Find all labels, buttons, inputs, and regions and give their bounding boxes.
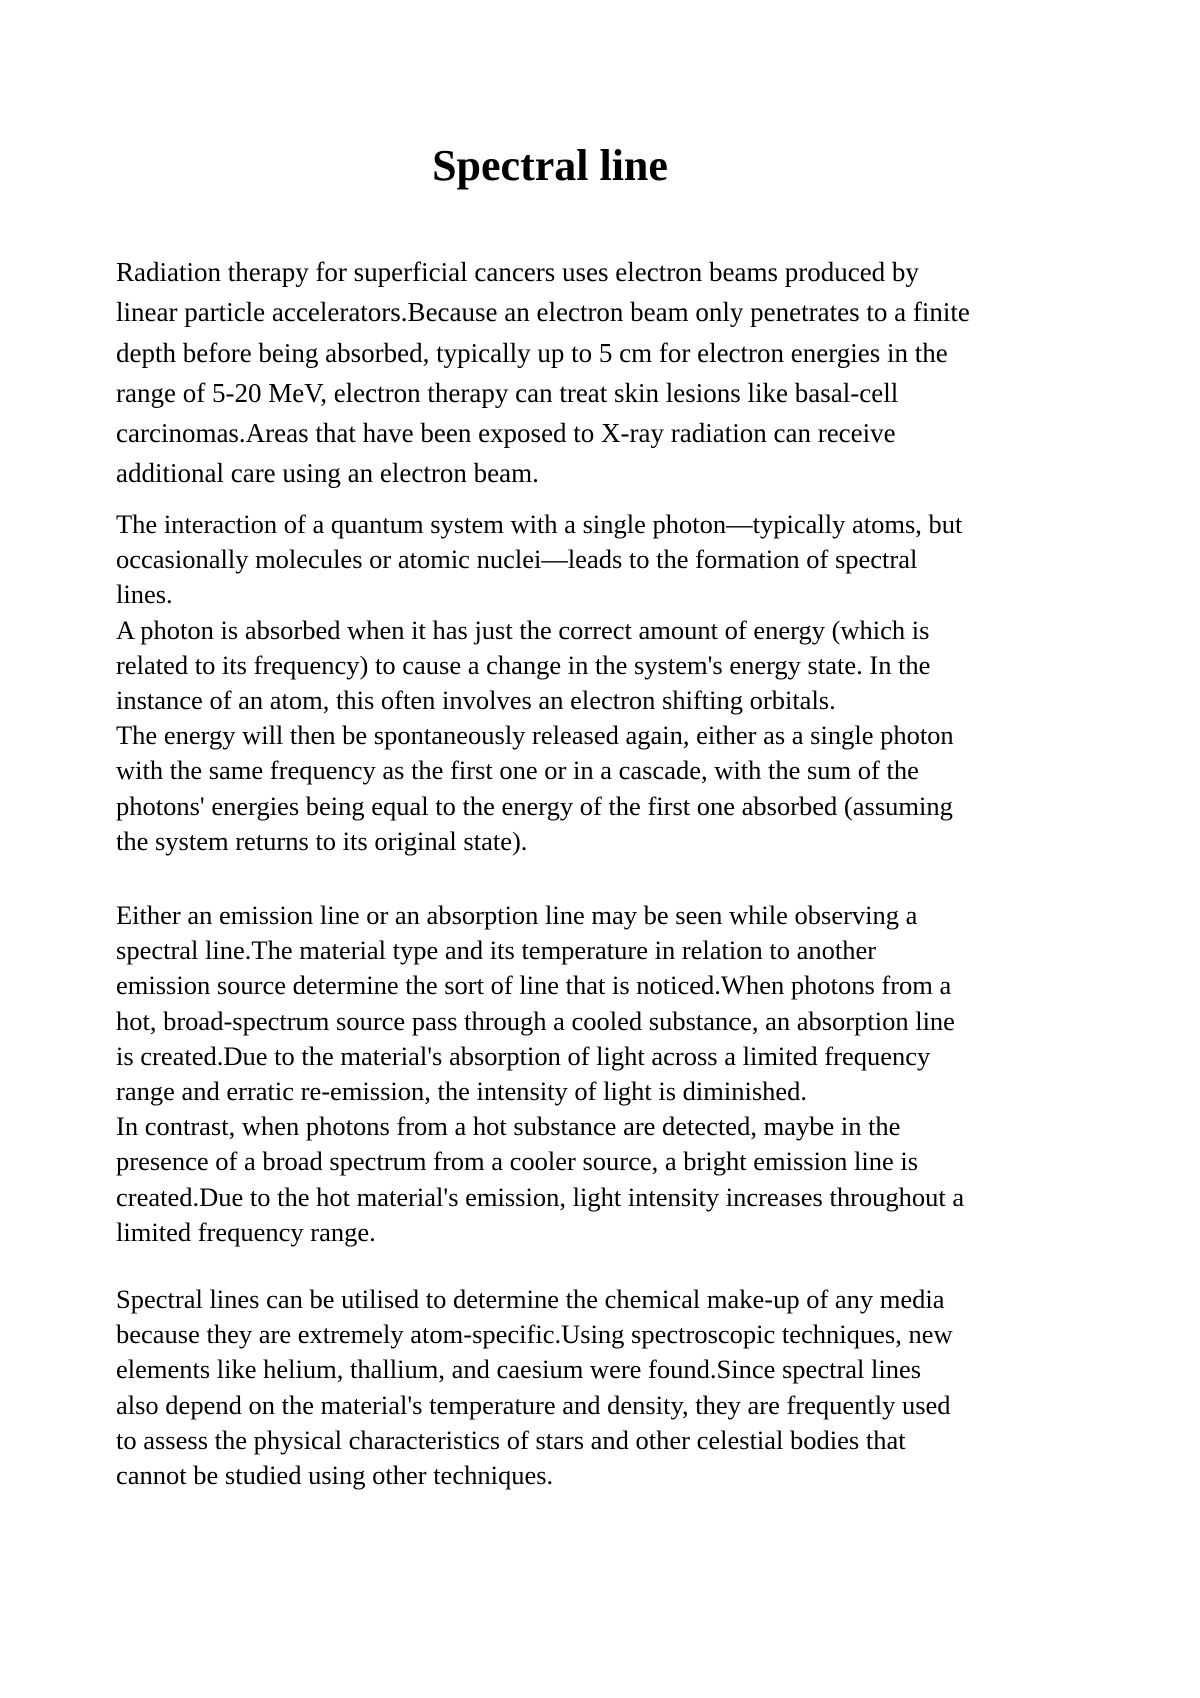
text-line: depth before being absorbed, typically up to 5 cm for electron energies in the [116, 337, 948, 368]
text-line: linear particle accelerators.Because an electron beam only penetrates to a finite [116, 297, 970, 328]
text-line: lines. [116, 579, 173, 610]
text-line: elements like helium, thallium, and caesium were found.Since spectral lines [116, 1354, 922, 1385]
text-line: presence of a broad spectrum from a cooler source, a bright emission line is [116, 1146, 919, 1177]
paragraph-emission-absorption [116, 898, 1116, 1250]
text-line: photons' energies being equal to the energy of the first one absorbed (assuming [116, 790, 953, 821]
text-line: The interaction of a quantum system with a single photon—typically atoms, but [116, 509, 963, 539]
text-line: The energy will then be spontaneously released again, either as a single photon [116, 720, 954, 751]
text-line: is created.Due to the material's absorption of light across a limited frequency [116, 1040, 931, 1071]
text-line: to assess the physical characteristics of stars and other celestial bodies that [116, 1424, 906, 1455]
document-title: Spectral line [432, 141, 668, 190]
text-line: In contrast, when photons from a hot substance are detected, maybe in the [116, 1111, 901, 1142]
text-line: emission source determine the sort of line that is noticed.When photons from a [116, 970, 952, 1001]
text-line: Either an emission line or an absorption line may be seen while observing a [116, 900, 918, 930]
text-line: limited frequency range. [116, 1216, 376, 1247]
text-line: created.Due to the hot material's emission, light intensity increases throughout a [116, 1181, 965, 1212]
text-line: carcinomas.Areas that have been exposed to X-ray radiation can receive [116, 418, 896, 449]
text-line: cannot be studied using other techniques. [116, 1460, 554, 1491]
text-line: range and erratic re-emission, the intensity of light is diminished. [116, 1076, 808, 1107]
text-line: hot, broad-spectrum source pass through a cooled substance, an absorption line [116, 1005, 955, 1036]
text-line: range of 5-20 MeV, electron therapy can treat skin lesions like basal-cell [116, 377, 899, 408]
paragraph-applications [116, 1282, 1116, 1493]
text-line: Radiation therapy for superficial cancers uses electron beams produced by [116, 257, 919, 287]
text-line: also depend on the material's temperature and density, they are frequently used [116, 1389, 951, 1420]
text-line: occasionally molecules or atomic nuclei—leads to the formation of spectral [116, 544, 918, 575]
text-line: with the same frequency as the first one or in a cascade, with the sum of the [116, 755, 919, 786]
paragraph-quantum-interaction [116, 507, 1116, 859]
paragraph-electron-therapy [116, 252, 1116, 494]
text-line: A photon is absorbed when it has just the correct amount of energy (which is [116, 614, 930, 645]
text-line: spectral line.The material type and its temperature in relation to another [116, 935, 877, 966]
text-line: related to its frequency) to cause a change in the system's energy state. In the [116, 649, 931, 680]
text-line: additional care using an electron beam. [116, 458, 539, 489]
text-line: because they are extremely atom-specific.Using spectroscopic techniques, new [116, 1319, 953, 1350]
text-line: Spectral lines can be utilised to determine the chemical make-up of any media [116, 1284, 945, 1314]
text-line: instance of an atom, this often involves an electron shifting orbitals. [116, 685, 836, 716]
text-line: the system returns to its original state). [116, 825, 528, 856]
